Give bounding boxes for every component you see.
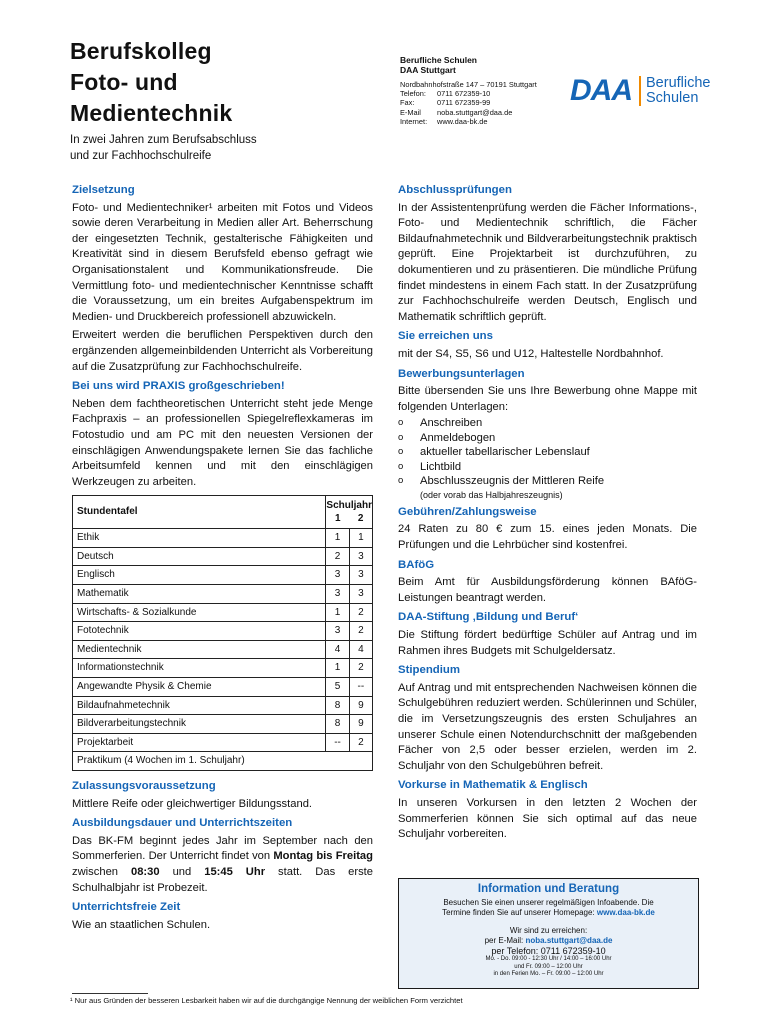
subject-cell: Fototechnik <box>73 622 326 641</box>
year1-cell: 1 <box>326 659 349 678</box>
table-row <box>73 715 373 734</box>
year2-cell: 9 <box>349 696 372 715</box>
year2-cell: 2 <box>349 603 372 622</box>
year-numbers <box>326 512 372 525</box>
year2-cell: 1 <box>349 529 372 548</box>
paragraph: In unseren Vorkursen in den letzten 2 Wochen der Sommerferien können Sie sich optimal auf das neue Schuljahr vorbereiten. <box>398 796 697 841</box>
paragraph: Erweitert werden die beruflichen Perspektiven durch den ergänzenden allgemeinbildenden Unterricht als Vorbereitung auf die Zusatzprüfung zur Fachhochschulreife. <box>72 329 373 373</box>
contact-value: 0711 672359-10 <box>437 89 491 99</box>
section-heading: Stipendium <box>398 664 461 677</box>
year1-cell: 3 <box>326 622 349 641</box>
table-header-year <box>326 496 373 529</box>
info-line: Wir sind zu erreichen: <box>509 926 588 935</box>
document-list <box>398 416 697 489</box>
section-heading: DAA-Stiftung ‚Bildung und Beruf‘ <box>398 611 579 624</box>
contact-value[interactable]: www.daa-bk.de <box>437 116 488 126</box>
section-heading: BAföG <box>398 558 435 571</box>
year1-cell: 3 <box>326 585 349 604</box>
list-item: o Abschlusszeugnis der Mittleren Reife <box>398 474 697 489</box>
contact-address: Nordbahnhofstraße 147 – 70191 Stuttgart <box>400 80 537 89</box>
logo-separator <box>639 76 641 106</box>
year1-cell: 8 <box>326 715 349 734</box>
info-contact <box>399 926 698 979</box>
table-footer: Praktikum (4 Wochen im 1. Schuljahr) <box>73 752 373 771</box>
table-row <box>73 640 373 659</box>
year1-cell: 4 <box>326 640 349 659</box>
subject-cell: Projektarbeit <box>73 733 326 752</box>
section-heading: Bei uns wird PRAXIS großgeschrieben! <box>72 380 285 393</box>
paragraph: Wie an staatlichen Schulen. <box>72 918 211 931</box>
paragraph: Neben dem fachtheoretischen Unterricht steht jede Menge Fachpraxis – an professionellen Spiegelreflexkameras im Fotostudio und am PC mit den neuesten Versionen der einschlägigen Anwendungspakete lernen Sie das fachliche Arbeitsumfeld kennen und mit den einschlägigen Werkzeugen zu arbeiten. <box>72 397 373 488</box>
list-item: o aktueller tabellarischer Lebenslauf <box>398 445 697 460</box>
contact-value: 0711 672359-99 <box>437 98 491 108</box>
contact-value[interactable]: noba.stuttgart@daa.de <box>437 107 513 117</box>
paragraph: Mittlere Reife oder gleichwertiger Bildungsstand. <box>72 797 313 810</box>
subject-cell: Wirtschafts- & Sozialkunde <box>73 603 326 622</box>
text-bold: 15:45 Uhr <box>204 865 266 878</box>
text-run: zwischen <box>72 865 131 878</box>
paragraph: 24 Raten zu 80 € zum 15. eines jeden Monats. Die Prüfungen und die Lehrbücher sind kostenfrei. <box>398 523 697 551</box>
text-run: Das BK-FM beginnt jedes Jahr im September nach den Sommerferien. Der Unterricht findet von <box>72 834 373 863</box>
subject-cell: Angewandte Physik & Chemie <box>73 678 326 697</box>
subject-cell: Bildaufnahmetechnik <box>73 696 326 715</box>
subject-cell: Medientechnik <box>73 640 326 659</box>
paragraph: Bitte übersenden Sie uns Ihre Bewerbung ohne Mappe mit folgenden Unterlagen: <box>398 385 697 413</box>
info-line <box>399 908 698 918</box>
subtitle <box>70 133 257 164</box>
table-row <box>73 585 373 604</box>
text-bold: 08:30 <box>130 865 160 878</box>
title-line: Berufskolleg <box>70 38 212 64</box>
list-note: (oder vorab das Halbjahreszeugnis) <box>420 489 563 500</box>
year2-cell: 3 <box>349 547 372 566</box>
section-stiftung <box>398 610 697 659</box>
info-box <box>398 878 699 989</box>
year2-cell: 3 <box>349 566 372 585</box>
year2-cell: 9 <box>349 715 372 734</box>
year2-cell: 2 <box>349 622 372 641</box>
section-bafoeg <box>398 558 697 607</box>
paragraph: Foto- und Medientechniker¹ arbeiten mit Fotos und Videos sowie deren Verarbeitung in Medien aller Art. Beherrschung der eingesetzten Technik, gestalterische Fähigkeiten und Kreativität sind in diesem Berufsfeld ebenso gefragt wie Organisationstalent und Kommunikationsfreude. Die Vermittlung foto- und medientechnischer Kenntnisse schafft die Voraussetzung, um ein breites Aufgabenspektrum im Medien- und Druckbereich professionell abzuwickeln. <box>72 201 373 323</box>
section-heading: Unterrichtsfreie Zeit <box>72 901 181 914</box>
contact-org: Berufliche Schulen <box>400 55 477 65</box>
table-row <box>73 733 373 752</box>
logo-text-line: Berufliche <box>646 75 711 91</box>
subtitle-line: In zwei Jahren zum Berufsabschluss <box>70 134 257 146</box>
contact-label: E-Mail <box>400 107 421 117</box>
table-row <box>73 603 373 622</box>
table-row <box>73 529 373 548</box>
text-run: statt. Das erste Schulhalbjahr ist Probezeit. <box>72 865 373 894</box>
info-line <box>399 936 698 946</box>
subtitle-line: und zur Fachhochschulreife <box>70 149 212 162</box>
year2-cell: 2 <box>349 733 372 752</box>
info-line: per Telefon: 0711 672359-10 <box>491 946 606 956</box>
table-header-subject: Stundentafel <box>73 496 326 529</box>
year1-cell: 8 <box>326 696 349 715</box>
paragraph: Die Stiftung fördert bedürftige Schüler auf Antrag und im Rahmen ihres Budgets mit Schulgeldersatz. <box>398 628 697 657</box>
list-item: o Anmeldebogen <box>398 431 697 446</box>
section-zulassung <box>72 779 373 812</box>
subject-cell: Informationstechnik <box>73 659 326 678</box>
info-line: Besuchen Sie einen unserer regelmäßigen Infoabende. Die <box>443 898 654 907</box>
paragraph: Auf Antrag und mit entsprechenden Nachweisen können die Schulgebühren reduziert werden. Schülerinnen und Schüler, die im Versetzungszeugnis des ersten Schuljahres an unserer Schule einen Notendurchschnitt der maßgebenden Fächer von 2,5 oder besser erzielen, werden im 2. Schuljahr von den Schulgebühren befreit. <box>398 681 697 772</box>
table-row <box>73 696 373 715</box>
subject-cell: Englisch <box>73 566 326 585</box>
contact-org: DAA Stuttgart <box>400 65 456 75</box>
table-footer-row <box>73 752 373 771</box>
section-pruefungen <box>398 183 697 325</box>
table-row <box>73 566 373 585</box>
section-heading: Sie erreichen uns <box>398 330 493 343</box>
email-link[interactable]: noba.stuttgart@daa.de <box>525 936 613 945</box>
list-item: o Lichtbild <box>398 460 697 475</box>
info-hours: in den Ferien Mo. – Fr. 09:00 – 12:00 Uhr <box>493 971 604 977</box>
subject-cell: Deutsch <box>73 547 326 566</box>
year-number: 2 <box>357 513 364 525</box>
table-row <box>73 622 373 641</box>
info-hours: Mo. - Do. 09:00 - 12:30 Uhr / 14:00 – 16:00 Uhr <box>485 956 612 962</box>
section-frei <box>72 900 373 933</box>
list-item: o Anschreiben <box>398 416 697 431</box>
text-run: per E-Mail: <box>484 936 526 945</box>
section-gebuehren <box>398 505 697 554</box>
contact-label: Internet: <box>400 116 428 126</box>
title-line: Medientechnik <box>70 100 233 126</box>
right-column <box>398 183 697 847</box>
year2-cell: 2 <box>349 659 372 678</box>
subject-cell: Bildverarbeitungstechnik <box>73 715 326 734</box>
contact-label: Fax: <box>400 98 415 108</box>
contact-phone <box>400 89 537 98</box>
paragraph <box>72 834 373 896</box>
table-header-row <box>73 496 373 529</box>
table-row <box>73 678 373 697</box>
table-row <box>73 659 373 678</box>
homepage-link[interactable]: www.daa-bk.de <box>596 908 655 917</box>
section-heading: Zulassungsvoraussetzung <box>72 780 216 792</box>
logo-mark: DAA <box>570 74 632 107</box>
section-bewerbung <box>398 367 697 501</box>
logo-text-line: Schulen <box>646 90 699 106</box>
footnote: ¹ Nur aus Gründen der besseren Lesbarkeit haben wir auf die durchgängige Nennung der weiblichen Form verzichtet <box>70 996 463 1005</box>
text-run: und <box>159 865 205 878</box>
year1-cell: 5 <box>326 678 349 697</box>
info-title: Information und Beratung <box>477 883 620 895</box>
info-hours: und Fr. 09:00 – 12:00 Uhr <box>514 963 583 970</box>
section-heading: Abschlussprüfungen <box>398 184 512 196</box>
contact-email <box>400 108 537 117</box>
paragraph: mit der S4, S5, S6 und U12, Haltestelle Nordbahnhof. <box>398 347 664 360</box>
year1-cell: 1 <box>326 529 349 548</box>
contact-fax <box>400 98 537 107</box>
year1-cell: -- <box>326 733 349 752</box>
section-anfahrt <box>398 329 697 362</box>
section-heading: Vorkurse in Mathematik & Englisch <box>398 779 588 792</box>
year2-cell: 4 <box>349 640 372 659</box>
stundentafel-table <box>72 495 373 771</box>
year-label: Schuljahr <box>326 500 372 512</box>
year1-cell: 1 <box>326 603 349 622</box>
logo-text <box>646 76 710 106</box>
section-heading: Ausbildungsdauer und Unterrichtszeiten <box>72 817 293 830</box>
text-run: Termine finden Sie auf unserer Homepage: <box>442 908 597 917</box>
section-dauer <box>72 816 373 896</box>
year2-cell: 3 <box>349 585 372 604</box>
daa-logo <box>570 74 710 108</box>
text-bold: Montag bis Freitag <box>273 850 373 863</box>
subject-cell: Mathematik <box>73 585 326 604</box>
section-heading: Zielsetzung <box>72 184 135 196</box>
table-row <box>73 547 373 566</box>
year1-cell: 3 <box>326 566 349 585</box>
contact-web <box>400 117 537 126</box>
page-title <box>70 36 232 129</box>
left-column <box>72 183 373 937</box>
section-heading: Gebühren/Zahlungsweise <box>398 505 537 518</box>
footnote-divider <box>72 993 148 994</box>
year2-cell: -- <box>349 678 372 697</box>
section-praxis <box>72 379 373 490</box>
year1-cell: 2 <box>326 547 349 566</box>
paragraph: In der Assistentenprüfung werden die Fächer Informations-, Foto- und Medientechnik schriftlich, die Fächer Bildaufnahmetechnik und Bildverarbeitungstechnik praktisch geprüft. Eine Projektarbeit ist durchzuführen, zu dokumentieren und zu präsentieren. Die mündliche Prüfung findet mindestens in einem Fach statt. In der Zusatzprüfung zur Fachhochschulreife werden Deutsch, Englisch und Mathematik schriftlich geprüft. <box>398 201 697 323</box>
section-vorkurse <box>398 778 697 842</box>
contact-label: Telefon: <box>400 89 426 99</box>
year-number: 1 <box>335 513 341 525</box>
section-stipendium <box>398 663 697 774</box>
info-text <box>399 898 698 918</box>
section-zielsetzung <box>72 183 373 375</box>
subject-cell: Ethik <box>73 529 326 548</box>
section-heading: Bewerbungsunterlagen <box>398 367 525 380</box>
paragraph: Beim Amt für Ausbildungsförderung können BAföG-Leistungen beantragt werden. <box>398 576 697 604</box>
title-line: Foto- und <box>70 69 178 95</box>
contact-block <box>400 55 537 126</box>
